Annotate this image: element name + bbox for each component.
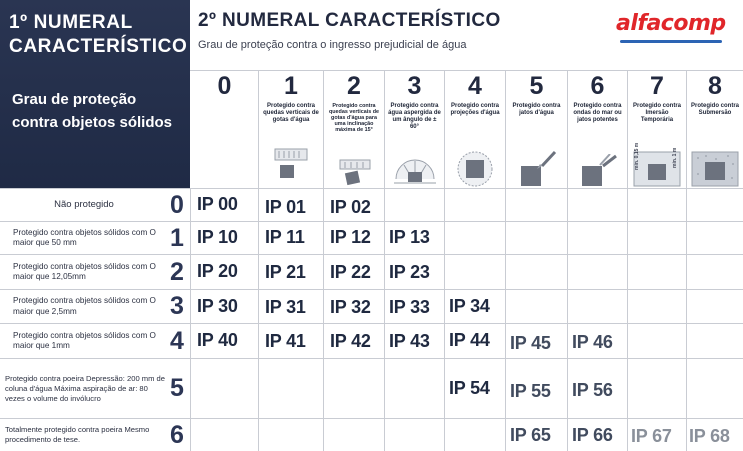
column-description: Protegido contra Submersão — [690, 103, 739, 116]
ip-code: IP 10 — [197, 227, 238, 247]
ip-code: IP 13 — [389, 227, 430, 247]
ip-code: IP 40 — [197, 330, 238, 350]
column-number: 1 — [284, 72, 298, 100]
ip-code: IP 22 — [330, 262, 371, 282]
ip-code: IP 01 — [265, 197, 306, 217]
first-numeral-subtitle: Grau de proteção contra objetos sólidos — [12, 91, 173, 131]
column-description: Protegido contra ondas do mar ou jatos potentes — [573, 103, 622, 123]
ip-code: IP 31 — [265, 297, 306, 317]
column-description: Protegido contra jatos d'água — [512, 103, 561, 116]
column-header-7 — [628, 70, 686, 188]
column-number: 7 — [650, 72, 664, 100]
brand-logo: alfacomp — [616, 11, 726, 36]
column-number: 5 — [529, 72, 544, 100]
ip-code: IP 45 — [510, 333, 551, 353]
column-header-0 — [191, 70, 258, 188]
column-header-5 — [506, 70, 567, 188]
ip-code: IP 30 — [197, 296, 238, 316]
ip-code: IP 32 — [330, 297, 371, 317]
immersion-min-label: min. 0,15 m — [634, 142, 640, 170]
column-number: 6 — [590, 72, 605, 100]
ip-code: IP 02 — [330, 197, 371, 217]
ip-code: IP 68 — [689, 426, 730, 446]
column-number: 8 — [708, 72, 722, 100]
ip-code: IP 55 — [510, 381, 551, 401]
ip-code: IP 54 — [449, 378, 490, 398]
column-header-2 — [324, 70, 384, 188]
ip-code: IP 44 — [449, 330, 490, 350]
column-description: Protegido contra projeções d'água — [450, 103, 500, 116]
ip-code: IP 43 — [389, 331, 430, 351]
jet-icon — [515, 150, 559, 188]
ip-code: IP 20 — [197, 261, 238, 281]
second-numeral-title: 2º NUMERAL CARACTERÍSTICO — [198, 10, 501, 31]
row-label-5: Protegido contra poeira Depressão: 200 mm de coluna d'água Máxima aspiração de ar: 80 vezes o volume do invólucro — [5, 373, 165, 403]
immersion-max-label: min. 1 m — [672, 147, 678, 168]
ip-code: IP 23 — [389, 262, 430, 282]
column-number: 3 — [407, 72, 422, 100]
ip-code: IP 41 — [265, 331, 306, 351]
second-numeral-header — [190, 0, 743, 70]
double-jet-icon — [576, 154, 620, 188]
ip-code: IP 12 — [330, 227, 371, 247]
row-label-4: Protegido contra objetos sólidos com O maior que 1mm — [13, 330, 156, 350]
submersion-tank-icon — [690, 150, 740, 188]
ip-code: IP 65 — [510, 425, 551, 445]
column-number: 0 — [217, 72, 232, 100]
ip-code: IP 46 — [572, 332, 613, 352]
row-label-3: Protegido contra objetos sólidos com O maior que 2,5mm — [13, 296, 156, 316]
row-number-1: 1 — [170, 223, 184, 252]
column-description: Protegido contra quedas verticais de gotas d'água para uma inclinação máxima de 15° — [328, 103, 380, 133]
column-header-8 — [687, 70, 743, 188]
row-number-3: 3 — [170, 292, 184, 320]
ip-code: IP 56 — [572, 380, 613, 400]
second-numeral-subtitle: Grau de proteção contra o ingresso prejudicial de água — [198, 39, 467, 51]
first-numeral-panel — [0, 0, 190, 188]
splash-circle-icon — [455, 150, 495, 188]
tilted-drip-box-icon — [334, 158, 374, 186]
drip-box-icon — [271, 146, 311, 180]
column-description: Protegido contra água aspergida de um ângulo de ± 60° — [388, 103, 441, 130]
ip-code: IP 11 — [265, 227, 305, 247]
ip-code: IP 66 — [572, 425, 613, 445]
row-label-6: Totalmente protegido contra poeira Mesmo procedimento de tese. — [5, 425, 150, 444]
row-number-5: 5 — [170, 374, 184, 402]
ip-code: IP 34 — [449, 296, 490, 316]
column-header-1 — [259, 70, 323, 188]
brand-logo-underline — [620, 40, 722, 43]
row-number-4: 4 — [170, 326, 184, 355]
column-number: 2 — [347, 72, 361, 100]
column-description: Protegido contra quedas verticais de gotas d'água — [263, 103, 319, 123]
column-header-6 — [568, 70, 627, 188]
row-number-2: 2 — [170, 257, 184, 286]
row-number-6: 6 — [170, 420, 184, 449]
ip-code: IP 67 — [631, 426, 672, 446]
column-number: 4 — [468, 72, 482, 100]
column-description: Protegido contra Imersão Temporária — [632, 103, 681, 123]
ip-code: IP 42 — [330, 331, 371, 351]
first-numeral-title: 1º NUMERAL CARACTERÍSTICO — [9, 12, 188, 57]
row-label-0: Não protegido — [54, 198, 114, 210]
spray-arc-icon — [392, 153, 438, 187]
ip-code: IP 33 — [389, 297, 430, 317]
column-header-4 — [445, 70, 505, 188]
row-number-0: 0 — [170, 190, 184, 219]
column-header-3 — [385, 70, 444, 188]
row-label-1: Protegido contra objetos sólidos com O maior que 50 mm — [13, 227, 156, 247]
ip-code: IP 00 — [197, 194, 238, 214]
row-label-2: Protegido contra objetos sólidos com O maior que 12,05mm — [13, 261, 156, 281]
ip-code: IP 21 — [265, 262, 306, 282]
